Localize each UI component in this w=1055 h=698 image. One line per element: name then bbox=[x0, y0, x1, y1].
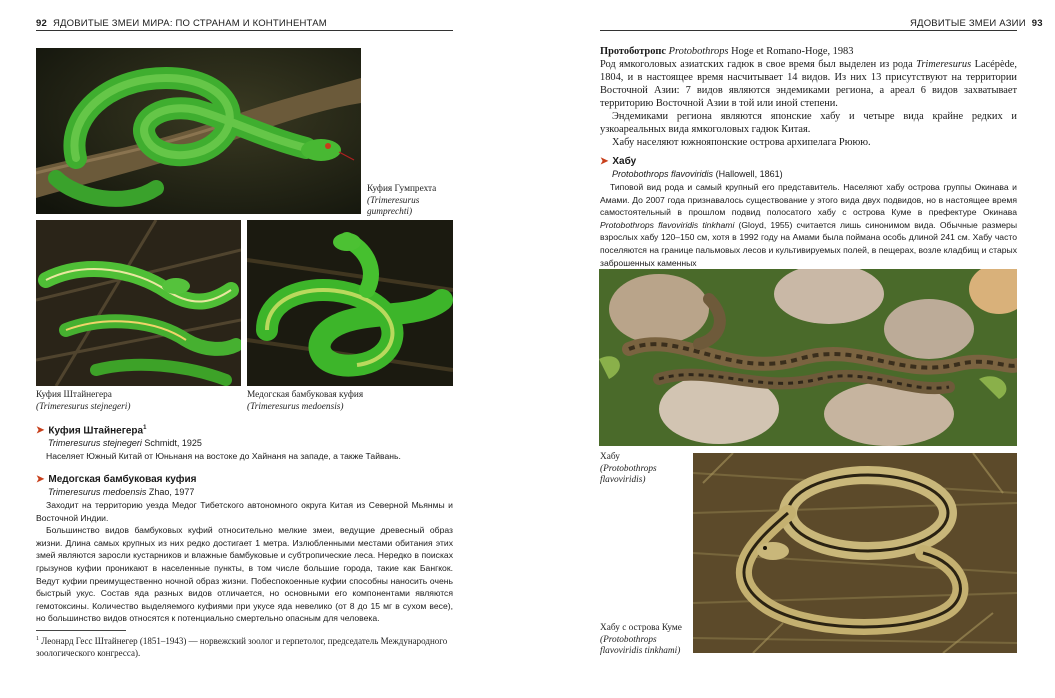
caption-stejneger-name: Куфия Штайнегера bbox=[36, 390, 112, 400]
caption-medog-name: Медогская бамбуковая куфия bbox=[247, 390, 364, 400]
genus-author: Hoge et Romano-Hoge, 1983 bbox=[731, 46, 854, 57]
left-running-title: ЯДОВИТЫЕ ЗМЕИ МИРА: ПО СТРАНАМ И КОНТИНЕНТАМ bbox=[52, 18, 327, 29]
footnote-rule bbox=[36, 630, 126, 631]
caption-habu bbox=[600, 452, 690, 487]
right-header-rule bbox=[600, 30, 1017, 31]
right-page-number: 93 bbox=[1031, 18, 1043, 29]
caption-stejneger-sci: (Trimeresurus stejnegeri) bbox=[36, 401, 131, 412]
sci-stejneger-name: Trimeresurus stejnegeri bbox=[48, 438, 142, 448]
sci-medog-name: Trimeresurus medoensis bbox=[48, 487, 147, 497]
genus-name-ru: Протоботропс bbox=[600, 46, 667, 57]
sci-habu-author: (Hallowell, 1861) bbox=[715, 169, 783, 179]
left-page bbox=[0, 0, 527, 698]
photo-medog-bamboo-viper bbox=[247, 220, 453, 386]
caption-gumprecht-name: Куфия Гумпрехта bbox=[367, 184, 437, 194]
genus-p1-a: Род ямкоголовых азиатских гадюк в свое время был выделен из рода bbox=[600, 59, 913, 70]
footnote-mark: 1 bbox=[143, 425, 147, 431]
text-habu-sci: Protobothrops flavoviridis tinkhami bbox=[600, 219, 735, 230]
caption-gumprecht-sci: (Trimeresurus gumprechti) bbox=[367, 195, 420, 217]
caption-habu-sci: (Protobothrops flavoviridis) bbox=[600, 463, 657, 485]
photo-kume-habu bbox=[693, 453, 1017, 653]
footnote-number: 1 bbox=[36, 636, 39, 642]
caption-kume-habu-name: Хабу с острова Куме bbox=[600, 623, 682, 633]
left-page-number: 92 bbox=[36, 18, 47, 29]
text-stejneger-p1: Населяет Южный Китай от Юньнаня на востоке до Хайнаня на западе, а также Тайвань. bbox=[46, 451, 401, 461]
genus-p1-sci: Trimeresurus bbox=[916, 59, 972, 70]
section-arrow-icon: ➤ bbox=[36, 425, 45, 437]
section-arrow-icon: ➤ bbox=[600, 156, 609, 167]
section-title-habu: Хабу bbox=[612, 156, 637, 167]
sci-stejneger-author: Schmidt, 1925 bbox=[144, 438, 202, 448]
text-habu bbox=[600, 181, 1017, 269]
footnote bbox=[36, 633, 453, 659]
photo-stejneger-pit-viper bbox=[36, 220, 241, 386]
text-habu-b: (Gloyd, 1955) считается лишь синонимом вида. Обычные размеры взрослых хабу 120–150 см, хотя в 1992 году на Амами была поймана особь длиной 241 см. Хабу часто поселяются на границе пальмовых лесов и культивируемых полей, в пещерах, возле кладбищ и старых заброшенных каменных bbox=[600, 219, 1018, 268]
genus-intro bbox=[600, 45, 1017, 149]
caption-habu-name: Хабу bbox=[600, 452, 620, 462]
caption-kume-habu bbox=[600, 623, 693, 658]
right-running-head bbox=[910, 18, 1043, 29]
genus-p3: Хабу населяют южнояпонские острова архипелага Рююю. bbox=[612, 137, 871, 148]
section-heading-stejneger bbox=[36, 425, 146, 436]
text-medog bbox=[36, 499, 453, 625]
section-heading-habu bbox=[600, 156, 636, 167]
genus-p1-b: Lacépède, 1804, и в настоящее время насчитывает 14 видов. Из них 13 присутствуют на территории Восточной Азии: 7 видов являются эндемиками региона, а ареал 6 видов захватывает территорию Восточной Азии в той или иной степени. bbox=[600, 59, 1017, 109]
caption-kume-habu-sci: (Protobothrops flavoviridis tinkhami) bbox=[600, 634, 681, 656]
left-header-rule bbox=[36, 30, 453, 31]
section-arrow-icon: ➤ bbox=[36, 474, 45, 485]
sci-habu-name: Protobothrops flavoviridis bbox=[612, 169, 714, 179]
right-page bbox=[527, 0, 1055, 698]
section-title-stejneger: Куфия Штайнегера bbox=[48, 425, 144, 437]
text-habu-p1 bbox=[600, 181, 1017, 269]
photo-habu bbox=[599, 269, 1017, 446]
right-running-title: ЯДОВИТЫЕ ЗМЕИ АЗИИ bbox=[910, 18, 1026, 29]
caption-stejneger bbox=[36, 390, 236, 413]
photo-gumprecht-pit-viper bbox=[36, 48, 361, 214]
left-running-head bbox=[36, 18, 327, 29]
text-medog-p1: Заходит на территорию уезда Медог Тибетского автономного округа Китая из Северной Мьянмы и Восточной Индии. bbox=[36, 500, 453, 523]
sci-medog bbox=[48, 487, 194, 497]
section-heading-medog bbox=[36, 474, 196, 485]
footnote-text: Леонард Гесс Штайнегер (1851–1943) — норвежский зоолог и герпетолог, председатель Международного зоологического конгресса). bbox=[36, 636, 448, 658]
sci-stejneger bbox=[48, 438, 202, 448]
genus-p1 bbox=[600, 58, 1017, 110]
genus-name-sci: Protobothrops bbox=[668, 46, 729, 57]
genus-heading bbox=[600, 45, 1017, 58]
sci-medog-author: Zhao, 1977 bbox=[148, 487, 195, 497]
caption-medog-sci: (Trimeresurus medoensis) bbox=[247, 401, 344, 412]
text-medog-p2: Большинство видов бамбуковых куфий относительно мелкие змеи, ведущие древесный образ жизни. Длина самых крупных из них редко достигает 1 метра. Излюбленными местами обитания этих змей являются заросли кустарников и влажные бамбуковые и субтропические леса. Нередко в поисках грызунов куфии проникают в населенные пункты, в том числе большие города, такие как Бангкок. Ведут куфии преимущественно ночной образ жизни. Побеспокоенные куфии способны наносить очень быстрый укус. Состав яда разных видов отличается, но основными его компонентами являются гемотоксины. Количество выделяемого куфиями при укусе яда невелико (от 8 до 15 мг в сухом весе), но большинство видов относятся к потенциально смертельно опасным для человека. bbox=[36, 525, 453, 624]
text-stejneger bbox=[36, 450, 453, 463]
sci-habu bbox=[612, 169, 783, 179]
genus-p2: Эндемиками региона являются японские хабу и четыре вида крайне редких и узкоареальных вида ямкоголовых гадюк Китая. bbox=[600, 111, 1017, 135]
section-title-medog: Медогская бамбуковая куфия bbox=[48, 474, 197, 485]
caption-gumprecht bbox=[367, 184, 462, 219]
caption-medog bbox=[247, 390, 453, 413]
text-habu-a: Типовой вид рода и самый крупный его представитель. Населяют хабу острова группы Окинава и Амами. До 2007 года признавалось существование у этого вида двух подвидов, но в настоящее время самостоятельный в прошлом подвид полосатого хабу с острова Куме в префектуре Окинава bbox=[600, 182, 1017, 218]
